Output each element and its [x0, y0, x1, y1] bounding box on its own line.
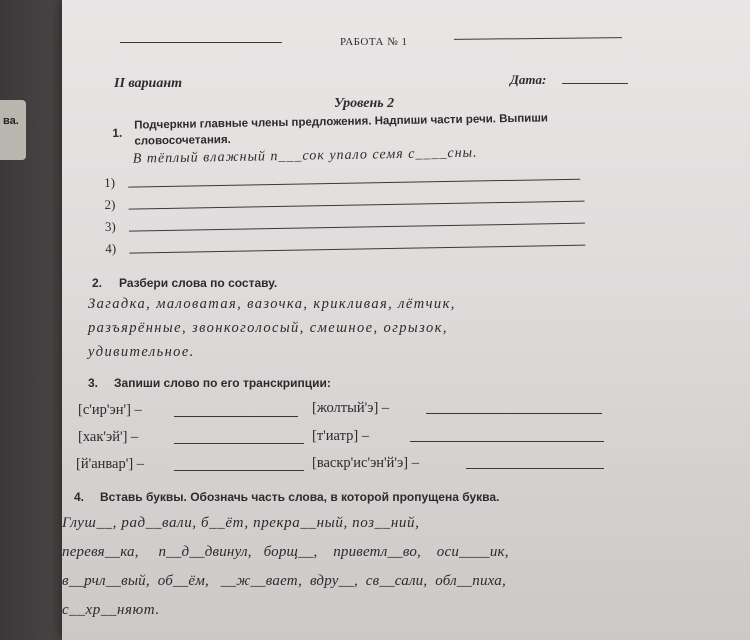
answer-line-2 [129, 201, 585, 210]
answer-line-3-number: 3) [104, 218, 116, 234]
answer-line-4 [129, 245, 585, 254]
task-1-number: 1. [112, 125, 123, 140]
task-4-words-line-1: Глуш__, рад__вали, б__ёт, прекра__ный, поз__ний, [62, 515, 420, 531]
answer-line-2-number: 2) [104, 196, 116, 212]
answer-line-3 [129, 223, 585, 232]
transcription-1-line [174, 416, 298, 417]
header-line-left [120, 42, 282, 43]
task-2-words-line-3: удивительное. [88, 344, 195, 360]
task-4-words-line-3: в__рчл__вый, об__ём, __ж__вает, вдру__, св__сали, обл__пиха, [62, 573, 506, 589]
task-4-words-line-4: с__хр__няют. [62, 602, 160, 618]
transcription-6-line [466, 468, 604, 469]
header-line-right [454, 37, 622, 40]
task-2-words-line-1: Загадка, маловатая, вазочка, крикливая, лётчик, [88, 296, 456, 312]
date-line [562, 83, 628, 84]
transcription-4: [т'иатр] – [312, 428, 370, 444]
variant-label: II вариант [114, 76, 183, 91]
transcription-1: [с'ир'эн'] – [78, 402, 142, 418]
task-3-number: 3. [88, 376, 99, 390]
task-4-words-line-2: перевя__ка, п__д__двинул, борщ__, приветл__во, оси____ик, [62, 544, 509, 560]
transcription-2: [жолтый'э] – [312, 400, 390, 416]
adjacent-page-scrap [0, 100, 26, 160]
transcription-4-line [410, 441, 604, 442]
answer-line-4-number: 4) [105, 240, 117, 256]
worksheet-title: РАБОТА № 1 [340, 36, 408, 48]
transcription-3: [хак'эй'] – [78, 429, 139, 445]
task-2-title: Разбери слова по составу. [119, 276, 278, 290]
task-2-words-line-2: разъярённые, звонкоголосый, смешное, огрызок, [88, 320, 448, 336]
adjacent-page-text: ва. [3, 115, 19, 127]
transcription-6: [васкр'ис'эн'й'э] – [312, 455, 419, 471]
transcription-3-line [174, 443, 304, 444]
transcription-5: [й'анвар'] – [76, 456, 145, 472]
task-1-sentence: В тёплый влажный п___сок упало семя с____сны. [132, 145, 478, 167]
transcription-2-line [426, 413, 602, 414]
answer-line-1 [128, 179, 580, 188]
answer-line-1-number: 1) [104, 174, 116, 190]
date-label: Дата: [510, 72, 547, 87]
worksheet-page [62, 0, 750, 640]
task-1-instruction-line-2: словосочетания. [134, 133, 231, 148]
task-4-title: Вставь буквы. Обозначь часть слова, в которой пропущена буква. [100, 490, 500, 504]
task-4-number: 4. [74, 490, 85, 504]
transcription-5-line [174, 470, 304, 471]
task-3-title: Запиши слово по его транскрипции: [114, 376, 331, 390]
level-heading: Уровень 2 [334, 96, 395, 111]
task-1-instruction-line-1: Подчеркни главные члены предложения. Надпиши части речи. Выпиши [134, 112, 549, 132]
task-2-number: 2. [92, 276, 103, 290]
